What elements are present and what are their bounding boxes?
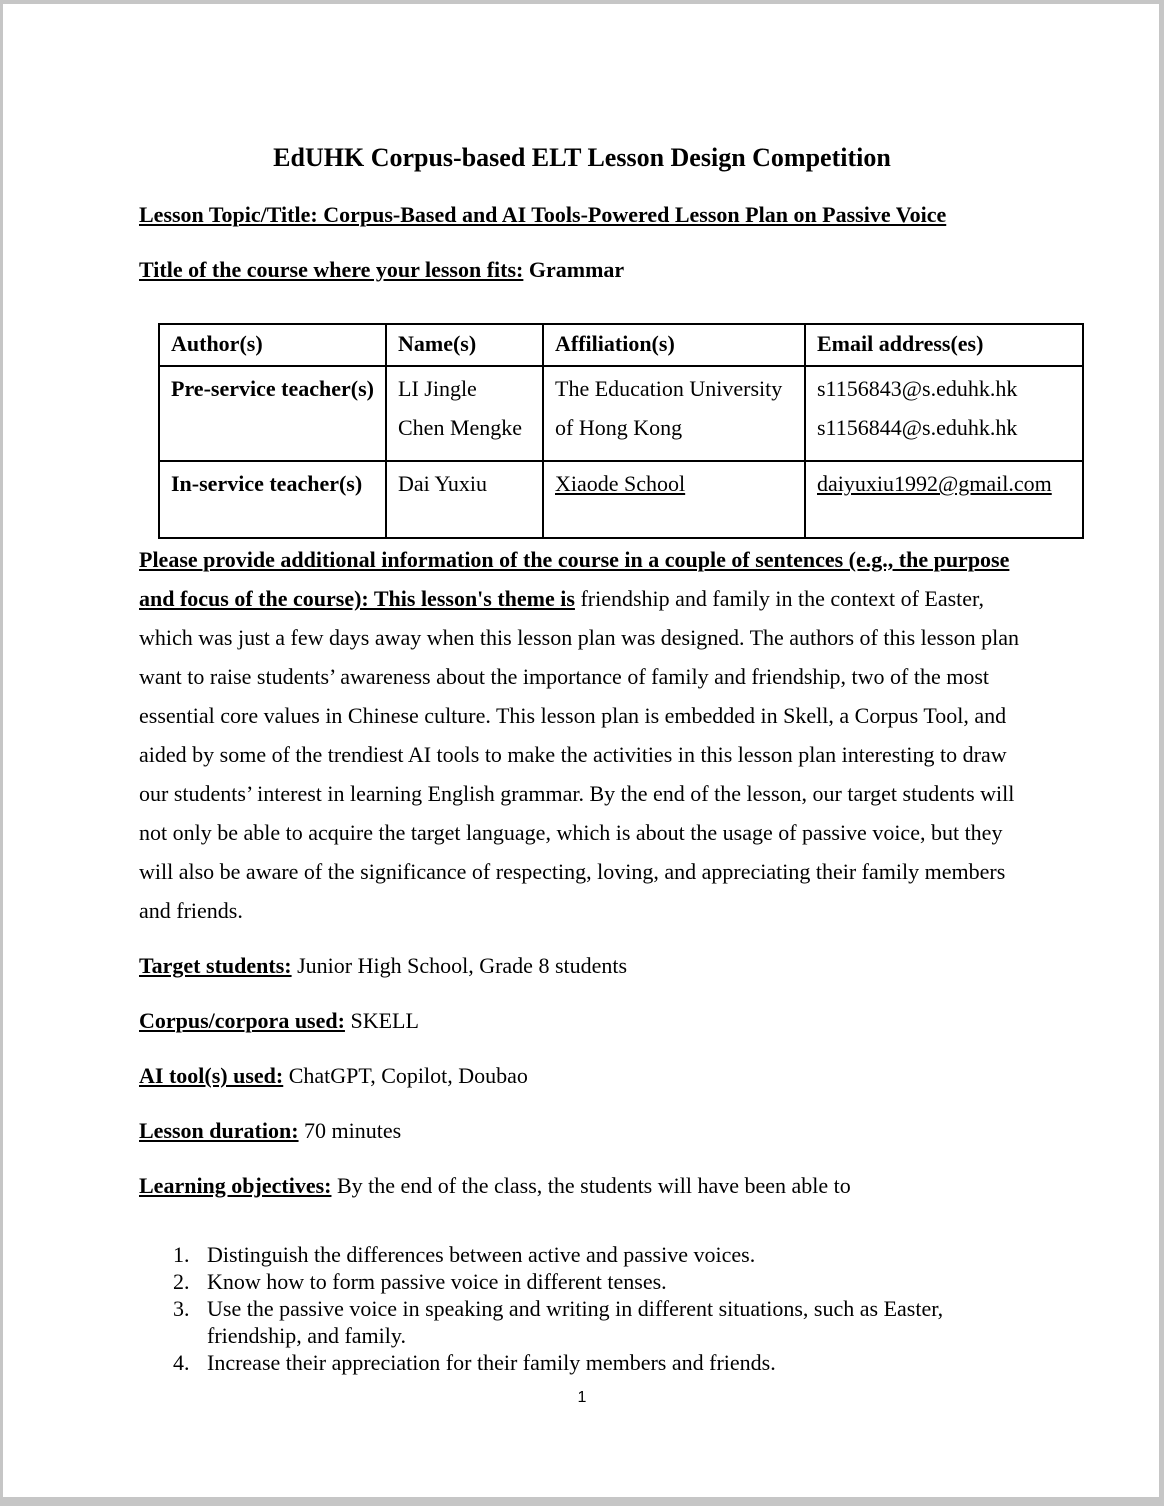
names-cell [386, 366, 543, 461]
list-item-text: Know how to form passive voice in different tenses. [207, 1269, 667, 1294]
section-target-students [139, 946, 1025, 985]
list-item [139, 1295, 1025, 1349]
emails-cell [805, 461, 1083, 538]
col-header-emails: Email address(es) [805, 324, 1083, 366]
document-page [3, 4, 1159, 1497]
list-item-number: 3. [173, 1296, 190, 1321]
section-value: SKELL [350, 1008, 419, 1033]
affiliation-cell [543, 461, 805, 538]
col-header-authors: Author(s) [159, 324, 386, 366]
role-cell: In-service teacher(s) [159, 461, 386, 538]
authors-table [158, 323, 1084, 539]
learning-objectives-list [139, 1241, 1025, 1376]
section-ai-tools-used [139, 1056, 1025, 1095]
author-name: LI Jingle [398, 376, 477, 401]
list-item-text: Use the passive voice in speaking and writing in different situations, such as Easter, friendship, and family. [207, 1296, 944, 1348]
section-corpus-used [139, 1001, 1025, 1040]
col-header-affiliations: Affiliation(s) [543, 324, 805, 366]
course-info-body: friendship and family in the context of Easter, which was just a few days away when this lesson plan was designed. The authors of this lesson plan want to raise students’ awareness about the importance of family and friendship, two of the most essential core values in Chinese culture. This lesson plan is embedded in Skell, a Corpus Tool, and aided by some of the trendiest AI tools to make the activities in this lesson plan interesting to draw our students’ interest in learning English grammar. By the end of the lesson, our target students will not only be able to acquire the target language, which is about the usage of passive voice, but they will also be aware of the significance of respecting, loving, and appreciating their family members and friends. [139, 586, 1020, 923]
affiliation-link-text: Xiaode School [555, 471, 686, 496]
section-value: 70 minutes [304, 1118, 402, 1143]
table-row-in-service [159, 461, 1083, 538]
section-label: Lesson duration: [139, 1118, 299, 1143]
course-title-label: Title of the course where your lesson fits: [139, 257, 524, 282]
section-value: Junior High School, Grade 8 students [297, 953, 628, 978]
col-header-names: Name(s) [386, 324, 543, 366]
email-address: s1156843@s.eduhk.hk [817, 376, 1018, 401]
section-value: By the end of the class, the students will have been able to [336, 1173, 851, 1198]
list-item-text: Increase their appreciation for their family members and friends. [207, 1350, 776, 1375]
list-item [139, 1349, 1025, 1376]
role-cell: Pre-service teacher(s) [159, 366, 386, 461]
list-item-number: 2. [173, 1269, 190, 1294]
list-item-text: Distinguish the differences between active and passive voices. [207, 1242, 756, 1267]
section-label: AI tool(s) used: [139, 1063, 284, 1088]
list-item-number: 1. [173, 1242, 190, 1267]
author-name: Chen Mengke [398, 415, 523, 440]
list-item [139, 1268, 1025, 1295]
section-learning-objectives [139, 1166, 1025, 1205]
section-label: Learning objectives: [139, 1173, 332, 1198]
names-cell: Dai Yuxiu [386, 461, 543, 538]
course-title-value: Grammar [528, 257, 625, 282]
table-row-pre-service [159, 366, 1083, 461]
page-number: 1 [577, 1389, 587, 1406]
affiliation-cell: The Education University of Hong Kong [543, 366, 805, 461]
course-title-line [139, 250, 1025, 289]
email-address: s1156844@s.eduhk.hk [817, 415, 1018, 440]
course-info-paragraph [139, 540, 1025, 930]
lesson-topic-line: Lesson Topic/Title: Corpus-Based and AI Tools-Powered Lesson Plan on Passive Voice [139, 202, 947, 227]
document-title: EdUHK Corpus-based ELT Lesson Design Competition [273, 143, 891, 172]
section-label: Corpus/corpora used: [139, 1008, 345, 1033]
list-item-number: 4. [173, 1350, 190, 1375]
authors-table-header-row [159, 324, 1083, 366]
section-value: ChatGPT, Copilot, Doubao [288, 1063, 528, 1088]
section-lesson-duration [139, 1111, 1025, 1150]
section-label: Target students: [139, 953, 292, 978]
course-info-prompt: Please provide additional information of the course in a couple of sentences (e.g., the purpose and focus of the course): This lesson's theme is [139, 547, 1010, 611]
list-item [139, 1241, 1025, 1268]
email-link-text: daiyuxiu1992@gmail.com [817, 471, 1052, 496]
document-content [3, 141, 1159, 1408]
emails-cell [805, 366, 1083, 461]
